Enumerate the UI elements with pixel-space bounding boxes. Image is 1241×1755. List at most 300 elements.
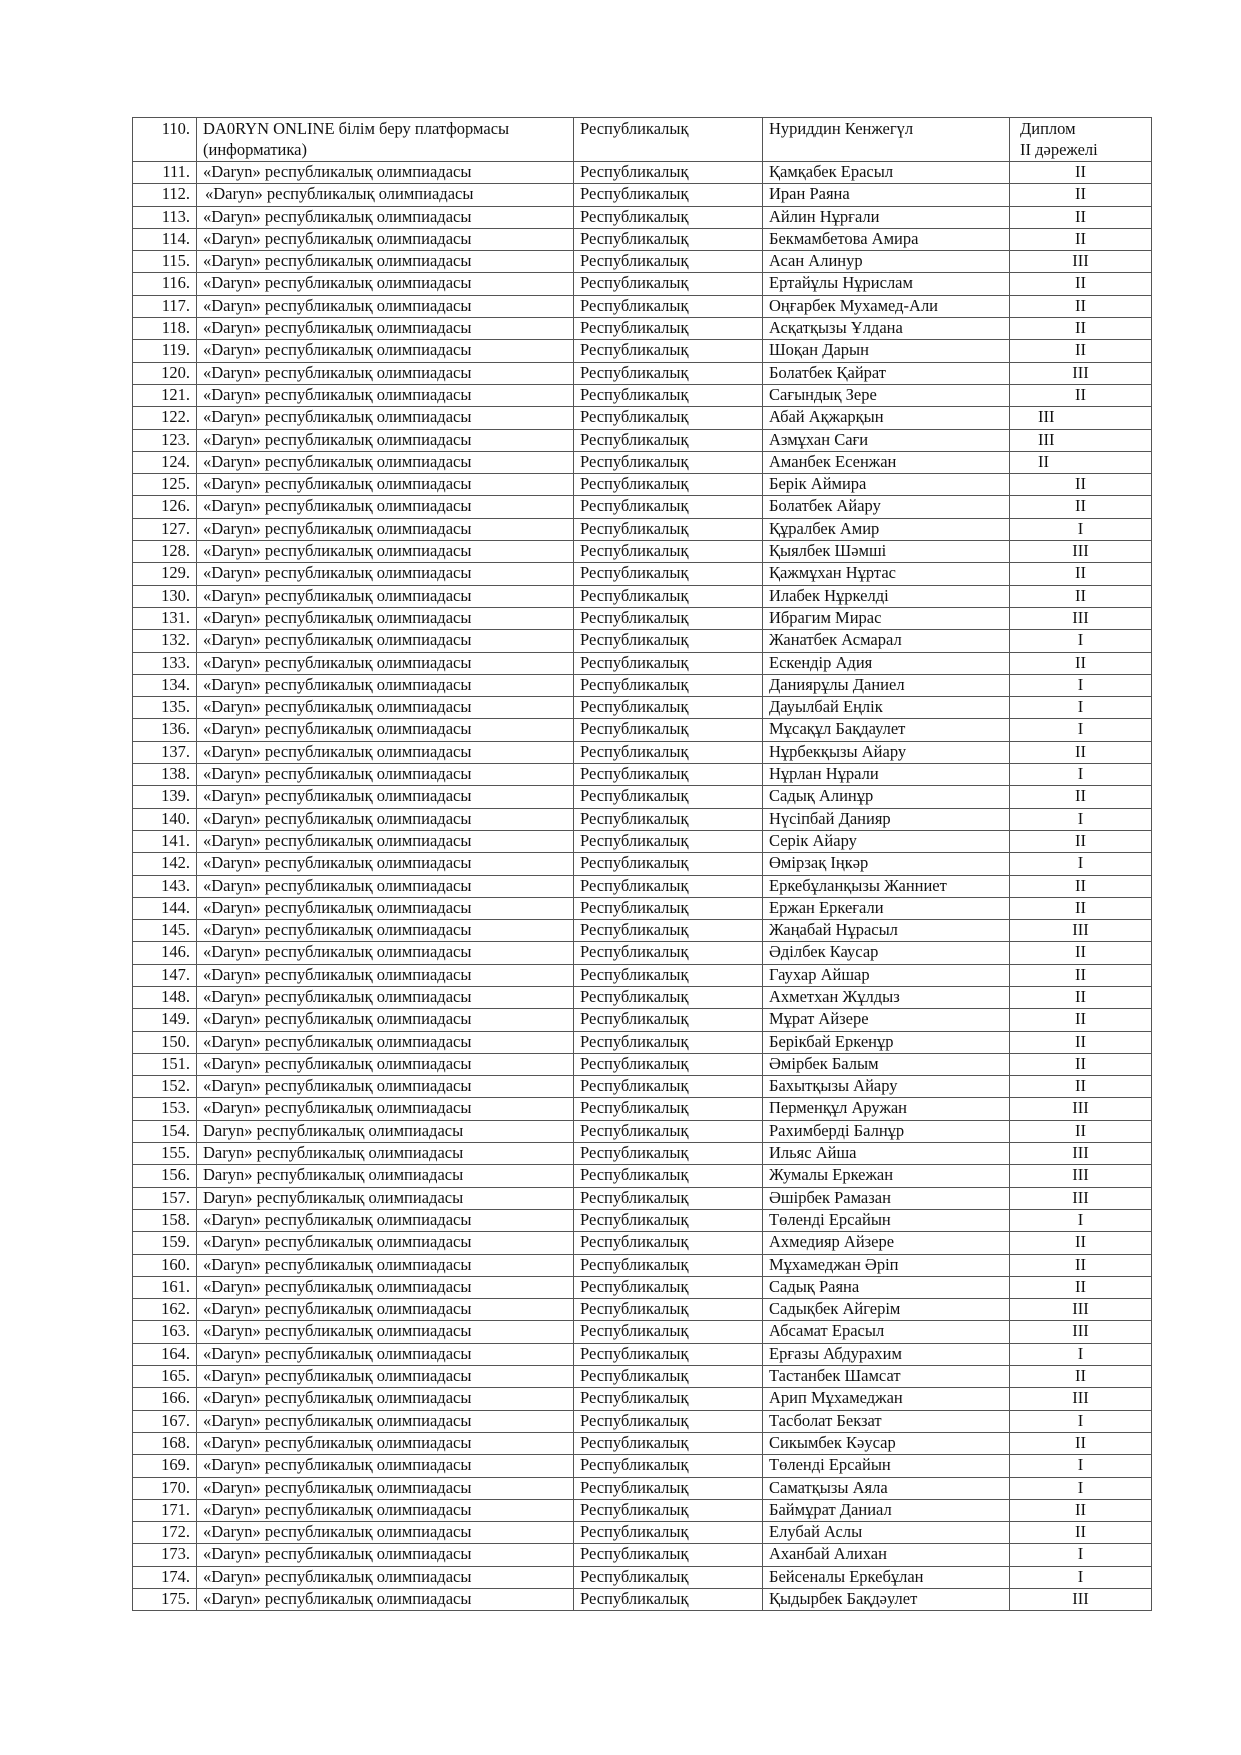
level-cell: Республикалық xyxy=(574,206,763,228)
row-number: 134. xyxy=(133,674,197,696)
table-row xyxy=(133,897,1152,919)
results-table xyxy=(132,117,1152,1611)
row-number: 140. xyxy=(133,808,197,830)
competition-cell: «Daryn» республикалық олимпиадасы xyxy=(197,1076,574,1098)
row-number: 112. xyxy=(133,184,197,206)
table-row xyxy=(133,1009,1152,1031)
level-cell: Республикалық xyxy=(574,407,763,429)
row-number: 154. xyxy=(133,1120,197,1142)
row-number: 111. xyxy=(133,162,197,184)
level-cell: Республикалық xyxy=(574,1187,763,1209)
level-cell: Республикалық xyxy=(574,1120,763,1142)
row-number: 147. xyxy=(133,964,197,986)
row-number: 119. xyxy=(133,340,197,362)
degree-cell: II xyxy=(1010,1276,1152,1298)
competition-cell: «Daryn» республикалық олимпиадасы xyxy=(197,674,574,696)
degree-cell xyxy=(1010,118,1152,162)
level-cell: Республикалық xyxy=(574,920,763,942)
row-number: 169. xyxy=(133,1455,197,1477)
competition-cell: «Daryn» республикалық олимпиадасы xyxy=(197,541,574,563)
level-cell: Республикалық xyxy=(574,1343,763,1365)
degree-cell: III xyxy=(1010,429,1152,451)
competition-cell: «Daryn» республикалық олимпиадасы xyxy=(197,1031,574,1053)
level-cell: Республикалық xyxy=(574,228,763,250)
competition-cell: «Daryn» республикалық олимпиадасы xyxy=(197,1232,574,1254)
participant-name: Қажмұхан Нұртас xyxy=(763,563,1010,585)
competition-cell: «Daryn» республикалық олимпиадасы xyxy=(197,1254,574,1276)
row-number: 129. xyxy=(133,563,197,585)
degree-cell: II xyxy=(1010,1031,1152,1053)
table-row xyxy=(133,1143,1152,1165)
table-row xyxy=(133,362,1152,384)
degree-cell: III xyxy=(1010,362,1152,384)
row-number: 164. xyxy=(133,1343,197,1365)
row-number: 156. xyxy=(133,1165,197,1187)
degree-cell: II xyxy=(1010,474,1152,496)
level-cell: Республикалық xyxy=(574,1566,763,1588)
competition-cell: «Daryn» республикалық олимпиадасы xyxy=(197,295,574,317)
degree-cell: II xyxy=(1010,228,1152,250)
participant-name: Құралбек Амир xyxy=(763,518,1010,540)
level-cell: Республикалық xyxy=(574,273,763,295)
competition-cell: «Daryn» республикалық олимпиадасы xyxy=(197,920,574,942)
level-cell: Республикалық xyxy=(574,875,763,897)
competition-cell: «Daryn» республикалық олимпиадасы xyxy=(197,830,574,852)
row-number: 166. xyxy=(133,1388,197,1410)
competition-cell: «Daryn» республикалық олимпиадасы xyxy=(197,741,574,763)
competition-cell: «Daryn» республикалық олимпиадасы xyxy=(197,607,574,629)
participant-name: Нұрлан Нұрали xyxy=(763,764,1010,786)
level-cell: Республикалық xyxy=(574,1143,763,1165)
row-number: 165. xyxy=(133,1366,197,1388)
table-row xyxy=(133,808,1152,830)
competition-cell: «Daryn» республикалық олимпиадасы xyxy=(197,1477,574,1499)
participant-name: Ильяс Айша xyxy=(763,1143,1010,1165)
row-number: 130. xyxy=(133,585,197,607)
level-cell: Республикалық xyxy=(574,1499,763,1521)
row-number: 114. xyxy=(133,228,197,250)
degree-cell: I xyxy=(1010,1410,1152,1432)
level-cell: Республикалық xyxy=(574,1589,763,1611)
participant-name: Перменқұл Аружан xyxy=(763,1098,1010,1120)
competition-cell: «Daryn» республикалық олимпиадасы xyxy=(197,1432,574,1454)
degree-cell: I xyxy=(1010,853,1152,875)
degree-cell: III xyxy=(1010,1165,1152,1187)
competition-cell: «Daryn» республикалық олимпиадасы xyxy=(197,585,574,607)
degree-cell: III xyxy=(1010,407,1152,429)
degree-cell: II xyxy=(1010,340,1152,362)
table-row xyxy=(133,340,1152,362)
participant-name: Дауылбай Еңлік xyxy=(763,697,1010,719)
participant-name: Айлин Нұрғали xyxy=(763,206,1010,228)
table-row xyxy=(133,1388,1152,1410)
participant-name: Әмірбек Балым xyxy=(763,1053,1010,1075)
table-row xyxy=(133,118,1152,162)
level-cell: Республикалық xyxy=(574,897,763,919)
degree-cell: I xyxy=(1010,1566,1152,1588)
competition-cell: «Daryn» республикалық олимпиадасы xyxy=(197,1589,574,1611)
competition-cell: «Daryn» республикалық олимпиадасы xyxy=(197,942,574,964)
degree-cell: II xyxy=(1010,897,1152,919)
competition-cell xyxy=(197,118,574,162)
table-row xyxy=(133,1232,1152,1254)
degree-cell: II xyxy=(1010,1366,1152,1388)
level-cell: Республикалық xyxy=(574,786,763,808)
row-number: 125. xyxy=(133,474,197,496)
degree-cell: I xyxy=(1010,674,1152,696)
competition-cell: «Daryn» республикалық олимпиадасы xyxy=(197,496,574,518)
table-row xyxy=(133,1098,1152,1120)
row-number: 155. xyxy=(133,1143,197,1165)
row-number: 159. xyxy=(133,1232,197,1254)
degree-cell: II xyxy=(1010,585,1152,607)
row-number: 157. xyxy=(133,1187,197,1209)
row-number: 120. xyxy=(133,362,197,384)
table-row xyxy=(133,1321,1152,1343)
competition-cell: «Daryn» республикалық олимпиадасы xyxy=(197,474,574,496)
degree-cell: III xyxy=(1010,1143,1152,1165)
table-row xyxy=(133,228,1152,250)
participant-name: Баймұрат Даниал xyxy=(763,1499,1010,1521)
row-number: 146. xyxy=(133,942,197,964)
participant-name: Бахытқызы Айару xyxy=(763,1076,1010,1098)
participant-name: Асқатқызы Ұлдана xyxy=(763,318,1010,340)
row-number: 149. xyxy=(133,1009,197,1031)
level-cell: Республикалық xyxy=(574,808,763,830)
row-number: 174. xyxy=(133,1566,197,1588)
degree-cell: II xyxy=(1010,741,1152,763)
row-number: 117. xyxy=(133,295,197,317)
participant-name: Садық Алинұр xyxy=(763,786,1010,808)
participant-name: Ахмедияр Айзере xyxy=(763,1232,1010,1254)
row-number: 163. xyxy=(133,1321,197,1343)
competition-cell: «Daryn» республикалық олимпиадасы xyxy=(197,986,574,1008)
competition-cell: Daryn» республикалық олимпиадасы xyxy=(197,1143,574,1165)
level-cell: Республикалық xyxy=(574,719,763,741)
participant-name: Иран Раяна xyxy=(763,184,1010,206)
competition-cell: «Daryn» республикалық олимпиадасы xyxy=(197,1009,574,1031)
level-cell: Республикалық xyxy=(574,1321,763,1343)
competition-cell: Daryn» республикалық олимпиадасы xyxy=(197,1120,574,1142)
degree-cell: III xyxy=(1010,251,1152,273)
degree-cell: III xyxy=(1010,1589,1152,1611)
table-row xyxy=(133,184,1152,206)
degree-cell: I xyxy=(1010,764,1152,786)
row-number: 175. xyxy=(133,1589,197,1611)
competition-cell: «Daryn» республикалық олимпиадасы xyxy=(197,407,574,429)
table-row xyxy=(133,251,1152,273)
level-cell: Республикалық xyxy=(574,1276,763,1298)
table-row xyxy=(133,1589,1152,1611)
row-number: 118. xyxy=(133,318,197,340)
degree-cell: II xyxy=(1010,295,1152,317)
table-row xyxy=(133,1477,1152,1499)
participant-name: Мұхамеджан Әріп xyxy=(763,1254,1010,1276)
row-number: 138. xyxy=(133,764,197,786)
level-cell: Республикалық xyxy=(574,1209,763,1231)
degree-cell: II xyxy=(1010,162,1152,184)
competition-cell: «Daryn» республикалық олимпиадасы xyxy=(197,1366,574,1388)
table-row xyxy=(133,384,1152,406)
participant-name: Қамқабек Ерасыл xyxy=(763,162,1010,184)
competition-cell: «Daryn» республикалық олимпиадасы xyxy=(197,1209,574,1231)
degree-cell: II xyxy=(1010,206,1152,228)
degree-cell: II xyxy=(1010,1432,1152,1454)
row-number: 148. xyxy=(133,986,197,1008)
row-number: 144. xyxy=(133,897,197,919)
competition-cell: «Daryn» республикалық олимпиадасы xyxy=(197,719,574,741)
competition-cell: «Daryn» республикалық олимпиадасы xyxy=(197,964,574,986)
row-number: 172. xyxy=(133,1522,197,1544)
participant-name: Абай Ақжарқын xyxy=(763,407,1010,429)
degree-cell: II xyxy=(1010,1232,1152,1254)
participant-name: Мұрат Айзере xyxy=(763,1009,1010,1031)
level-cell: Республикалық xyxy=(574,340,763,362)
level-cell: Республикалық xyxy=(574,118,763,162)
table-row xyxy=(133,764,1152,786)
row-number: 171. xyxy=(133,1499,197,1521)
competition-cell: «Daryn» республикалық олимпиадасы xyxy=(197,384,574,406)
participant-name: Ерғазы Абдурахим xyxy=(763,1343,1010,1365)
degree-cell: II xyxy=(1010,1009,1152,1031)
level-cell: Республикалық xyxy=(574,1232,763,1254)
level-cell: Республикалық xyxy=(574,607,763,629)
participant-name: Болатбек Айару xyxy=(763,496,1010,518)
row-number: 160. xyxy=(133,1254,197,1276)
participant-name: Абсамат Ерасыл xyxy=(763,1321,1010,1343)
row-number: 131. xyxy=(133,607,197,629)
participant-name: Серік Айару xyxy=(763,830,1010,852)
level-cell: Республикалық xyxy=(574,318,763,340)
row-number: 128. xyxy=(133,541,197,563)
participant-name: Аманбек Есенжан xyxy=(763,451,1010,473)
participant-name: Берік Аймира xyxy=(763,474,1010,496)
degree-cell: I xyxy=(1010,1343,1152,1365)
table-row xyxy=(133,1254,1152,1276)
level-cell: Республикалық xyxy=(574,1455,763,1477)
table-row xyxy=(133,1410,1152,1432)
table-row xyxy=(133,652,1152,674)
level-cell: Республикалық xyxy=(574,741,763,763)
row-number: 173. xyxy=(133,1544,197,1566)
competition-cell: «Daryn» республикалық олимпиадасы xyxy=(197,1388,574,1410)
competition-cell: «Daryn» республикалық олимпиадасы xyxy=(197,518,574,540)
degree-cell: II xyxy=(1010,451,1152,473)
competition-cell: «Daryn» республикалық олимпиадасы xyxy=(197,1098,574,1120)
row-number: 170. xyxy=(133,1477,197,1499)
degree-cell: II xyxy=(1010,1053,1152,1075)
row-number: 168. xyxy=(133,1432,197,1454)
level-cell: Республикалық xyxy=(574,942,763,964)
competition-cell: «Daryn» республикалық олимпиадасы xyxy=(197,808,574,830)
table-row xyxy=(133,496,1152,518)
row-number: 145. xyxy=(133,920,197,942)
participant-name: Сикымбек Кәусар xyxy=(763,1432,1010,1454)
participant-name: Елубай Аслы xyxy=(763,1522,1010,1544)
level-cell: Республикалық xyxy=(574,429,763,451)
degree-cell: I xyxy=(1010,1209,1152,1231)
competition-cell: «Daryn» республикалық олимпиадасы xyxy=(197,875,574,897)
results-table-body xyxy=(133,118,1152,1611)
degree-cell: III xyxy=(1010,1098,1152,1120)
level-cell: Республикалық xyxy=(574,1076,763,1098)
competition-cell: «Daryn» республикалық олимпиадасы xyxy=(197,853,574,875)
degree-cell: II xyxy=(1010,786,1152,808)
degree-line: Диплом xyxy=(1020,119,1076,138)
degree-cell: I xyxy=(1010,697,1152,719)
participant-name: Бекмамбетова Амира xyxy=(763,228,1010,250)
degree-cell: II xyxy=(1010,273,1152,295)
competition-cell: «Daryn» республикалық олимпиадасы xyxy=(197,1544,574,1566)
participant-name: Жанатбек Асмарал xyxy=(763,630,1010,652)
table-row xyxy=(133,295,1152,317)
row-number: 122. xyxy=(133,407,197,429)
row-number: 135. xyxy=(133,697,197,719)
participant-name: Сағындық Зере xyxy=(763,384,1010,406)
competition-cell: «Daryn» республикалық олимпиадасы xyxy=(197,1321,574,1343)
degree-cell: I xyxy=(1010,630,1152,652)
table-row xyxy=(133,920,1152,942)
level-cell: Республикалық xyxy=(574,451,763,473)
competition-cell: «Daryn» республикалық олимпиадасы xyxy=(197,1455,574,1477)
level-cell: Республикалық xyxy=(574,1366,763,1388)
level-cell: Республикалық xyxy=(574,1053,763,1075)
participant-name: Оңғарбек Мухамед-Али xyxy=(763,295,1010,317)
level-cell: Республикалық xyxy=(574,1388,763,1410)
participant-name: Азмұхан Сағи xyxy=(763,429,1010,451)
table-row xyxy=(133,1165,1152,1187)
table-row xyxy=(133,518,1152,540)
row-number: 123. xyxy=(133,429,197,451)
participant-name: Нуриддин Кенжегүл xyxy=(763,118,1010,162)
row-number: 110. xyxy=(133,118,197,162)
participant-name: Даниярұлы Даниел xyxy=(763,674,1010,696)
row-number: 142. xyxy=(133,853,197,875)
participant-name: Аханбай Алихан xyxy=(763,1544,1010,1566)
level-cell: Республикалық xyxy=(574,184,763,206)
degree-cell: III xyxy=(1010,1321,1152,1343)
row-number: 161. xyxy=(133,1276,197,1298)
competition-cell: «Daryn» республикалық олимпиадасы xyxy=(197,1410,574,1432)
participant-name: Жаңабай Нұрасыл xyxy=(763,920,1010,942)
table-row xyxy=(133,273,1152,295)
level-cell: Республикалық xyxy=(574,1009,763,1031)
level-cell: Республикалық xyxy=(574,853,763,875)
table-row xyxy=(133,429,1152,451)
competition-cell: «Daryn» республикалық олимпиадасы xyxy=(197,251,574,273)
table-row xyxy=(133,1120,1152,1142)
competition-cell: «Daryn» республикалық олимпиадасы xyxy=(197,764,574,786)
competition-cell: «Daryn» республикалық олимпиадасы xyxy=(197,1499,574,1521)
table-row xyxy=(133,830,1152,852)
degree-cell: II xyxy=(1010,1522,1152,1544)
degree-cell: I xyxy=(1010,1477,1152,1499)
degree-cell: II xyxy=(1010,318,1152,340)
level-cell: Республикалық xyxy=(574,1544,763,1566)
level-cell: Республикалық xyxy=(574,362,763,384)
competition-cell: «Daryn» республикалық олимпиадасы xyxy=(197,318,574,340)
row-number: 139. xyxy=(133,786,197,808)
competition-cell: «Daryn» республикалық олимпиадасы xyxy=(197,429,574,451)
competition-line: (информатика) xyxy=(203,140,307,159)
participant-name: Еркебұланқызы Жанниет xyxy=(763,875,1010,897)
degree-cell: II xyxy=(1010,986,1152,1008)
level-cell: Республикалық xyxy=(574,652,763,674)
degree-cell: II xyxy=(1010,875,1152,897)
row-number: 133. xyxy=(133,652,197,674)
degree-cell: II xyxy=(1010,184,1152,206)
level-cell: Республикалық xyxy=(574,162,763,184)
degree-cell: III xyxy=(1010,1388,1152,1410)
table-row xyxy=(133,1187,1152,1209)
row-number: 132. xyxy=(133,630,197,652)
table-row xyxy=(133,1276,1152,1298)
degree-cell: II xyxy=(1010,652,1152,674)
level-cell: Республикалық xyxy=(574,1254,763,1276)
competition-line: DA0RYN ONLINE білім беру платформасы xyxy=(203,119,510,138)
level-cell: Республикалық xyxy=(574,295,763,317)
level-cell: Республикалық xyxy=(574,1031,763,1053)
level-cell: Республикалық xyxy=(574,496,763,518)
row-number: 124. xyxy=(133,451,197,473)
row-number: 126. xyxy=(133,496,197,518)
level-cell: Республикалық xyxy=(574,1299,763,1321)
participant-name: Тастанбек Шамсат xyxy=(763,1366,1010,1388)
level-cell: Республикалық xyxy=(574,697,763,719)
table-row xyxy=(133,1499,1152,1521)
participant-name: Ержан Еркеғали xyxy=(763,897,1010,919)
degree-cell: II xyxy=(1010,1120,1152,1142)
participant-name: Шоқан Дарын xyxy=(763,340,1010,362)
table-row xyxy=(133,585,1152,607)
level-cell: Республикалық xyxy=(574,764,763,786)
participant-name: Қыдырбек Бақдәулет xyxy=(763,1589,1010,1611)
table-row xyxy=(133,1299,1152,1321)
competition-cell: Daryn» республикалық олимпиадасы xyxy=(197,1165,574,1187)
participant-name: Асан Алинур xyxy=(763,251,1010,273)
participant-name: Ахметхан Жұлдыз xyxy=(763,986,1010,1008)
competition-cell: «Daryn» республикалық олимпиадасы xyxy=(197,697,574,719)
competition-cell: «Daryn» республикалық олимпиадасы xyxy=(197,451,574,473)
table-row xyxy=(133,1076,1152,1098)
participant-name: Әділбек Каусар xyxy=(763,942,1010,964)
row-number: 137. xyxy=(133,741,197,763)
row-number: 150. xyxy=(133,1031,197,1053)
degree-cell: I xyxy=(1010,808,1152,830)
row-number: 152. xyxy=(133,1076,197,1098)
row-number: 151. xyxy=(133,1053,197,1075)
table-row xyxy=(133,630,1152,652)
competition-cell: «Daryn» республикалық олимпиадасы xyxy=(197,1522,574,1544)
participant-name: Ибрагим Мирас xyxy=(763,607,1010,629)
degree-cell: II xyxy=(1010,496,1152,518)
competition-cell: «Daryn» республикалық олимпиадасы xyxy=(197,1343,574,1365)
participant-name: Нұрбекқызы Айару xyxy=(763,741,1010,763)
participant-name: Өмірзақ Іңкәр xyxy=(763,853,1010,875)
participant-name: Төленді Ерсайын xyxy=(763,1209,1010,1231)
degree-cell: III xyxy=(1010,1299,1152,1321)
table-row xyxy=(133,1432,1152,1454)
level-cell: Республикалық xyxy=(574,474,763,496)
level-cell: Республикалық xyxy=(574,1432,763,1454)
participant-name: Садықбек Айгерім xyxy=(763,1299,1010,1321)
degree-cell: II xyxy=(1010,1499,1152,1521)
participant-name: Әшірбек Рамазан xyxy=(763,1187,1010,1209)
competition-cell: «Daryn» республикалық олимпиадасы xyxy=(197,340,574,362)
table-row xyxy=(133,162,1152,184)
row-number: 136. xyxy=(133,719,197,741)
table-row xyxy=(133,1566,1152,1588)
